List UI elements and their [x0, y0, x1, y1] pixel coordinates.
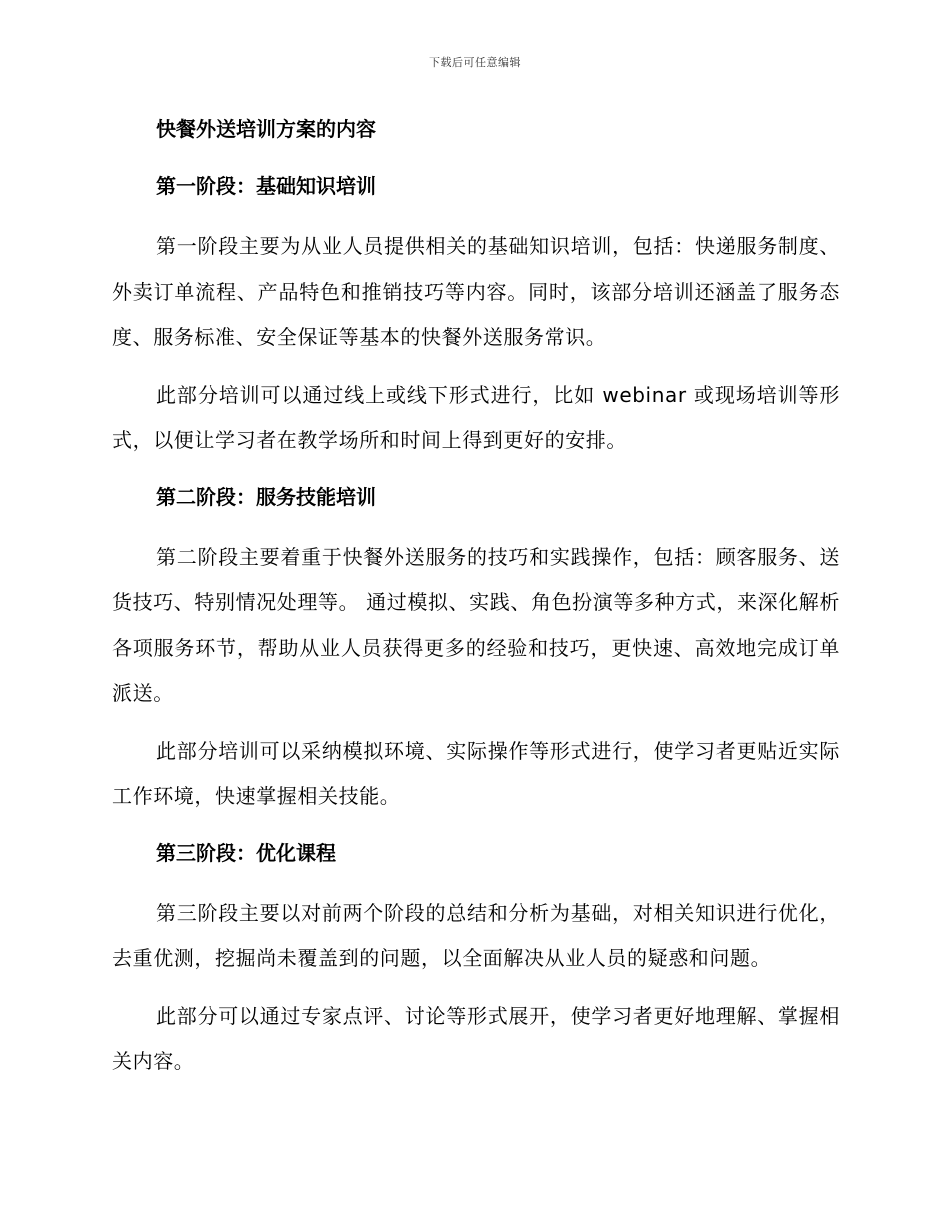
section-2-paragraph-1: 第二阶段主要着重于快餐外送服务的技巧和实践操作，包括：顾客服务、送货技巧、特别情况处理等。 通过模拟、实践、角色扮演等多种方式，来深化解析各项服务环节，帮助从业人员获得更多的经验和技巧，更快速、高效地完成订单派送。 — [112, 544, 840, 705]
section-3-paragraph-2: 此部分可以通过专家点评、讨论等形式展开，使学习者更好地理解、掌握相关内容。 — [112, 1003, 840, 1073]
section-1-paragraph-2: 此部分培训可以通过线上或线下形式进行，比如 webinar 或现场培训等形式，以便让学习者在教学场所和时间上得到更好的安排。 — [112, 382, 840, 452]
section-heading-3: 第三阶段：优化课程 — [156, 840, 336, 865]
section-heading-1: 第一阶段：基础知识培训 — [156, 174, 376, 198]
document-title: 快餐外送培训方案的内容 — [156, 117, 376, 141]
section-1-paragraph-1: 第一阶段主要为从业人员提供相关的基础知识培训，包括：快递服务制度、外卖订单流程、产品特色和推销技巧等内容。同时，该部分培训还涵盖了服务态度、服务标准、安全保证等基本的快餐外送服务常识。 — [112, 234, 840, 349]
document-body — [112, 110, 840, 1097]
section-heading-2: 第二阶段：服务技能培训 — [156, 484, 376, 509]
section-3-paragraph-1: 第三阶段主要以对前两个阶段的总结和分析为基础，对相关知识进行优化，去重优测，挖掘尚未覆盖到的问题，以全面解决从业人员的疑惑和问题。 — [112, 900, 840, 970]
section-2-paragraph-2: 此部分培训可以采纳模拟环境、实际操作等形式进行，使学习者更贴近实际工作环境，快速掌握相关技能。 — [112, 738, 840, 808]
header-note: 下载后可任意编辑 — [429, 56, 521, 69]
